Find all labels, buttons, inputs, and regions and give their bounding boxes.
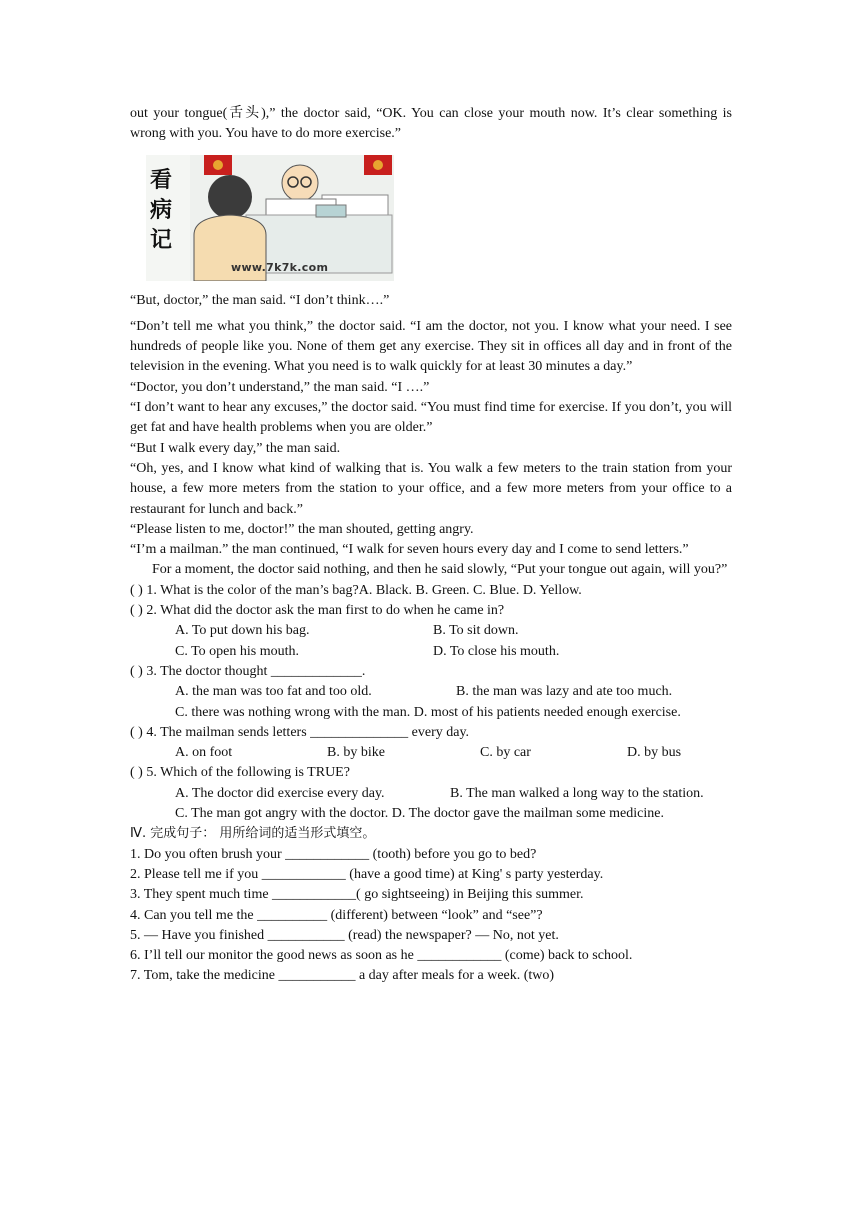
question-3-options-row-1 (130, 682, 732, 702)
q2-option-d: D. To close his mouth. (433, 643, 560, 659)
q4-option-b: B. by bike (327, 745, 385, 761)
passage-paragraph: “But I walk every day,” the man said. (130, 440, 341, 456)
svg-text:看: 看 (150, 167, 173, 193)
fill-blank-item: 5. — Have you finished ___________ (read) the newspaper? — No, not yet. (130, 927, 559, 943)
section-4-items (130, 845, 732, 987)
svg-text:记: 记 (150, 227, 173, 253)
fill-blank-item: 1. Do you often brush your ____________ (tooth) before you go to bed? (130, 846, 537, 862)
passage-paragraph: “Doctor, you don’t understand,” the man said. “I ….” (130, 379, 430, 395)
q2-option-b: B. To sit down. (433, 623, 519, 639)
q4-option-c: C. by car (480, 745, 531, 761)
q5-option-a: A. The doctor did exercise every day. (175, 785, 385, 801)
q2-option-c: C. To open his mouth. (175, 643, 299, 659)
document-page (130, 104, 732, 987)
passage-paragraph: “Oh, yes, and I know what kind of walking that is. You walk a few meters to the train station from your house, a few more meters from the station to your office, and a few more meters from your office to a restaurant for lunch and back.” (130, 460, 732, 517)
question-1: ( ) 1. What is the color of the man’s bag?A. Black. B. Green. C. Blue. D. Yellow. (130, 582, 582, 598)
q4-option-a: A. on foot (175, 745, 233, 761)
passage-paragraph: out your tongue(舌头),” the doctor said, “OK. You can close your mouth now. It’s clear something is wrong with you. You have to do more exercise.” (130, 106, 732, 142)
question-5: ( ) 5. Which of the following is TRUE? (130, 765, 350, 781)
section-4-heading: Ⅳ. 完成句子： 用所给词的适当形式填空。 (130, 826, 376, 842)
q2-option-a: A. To put down his bag. (175, 623, 310, 639)
question-2-options-row-1 (130, 621, 732, 641)
fill-blank-item: 3. They spent much time ____________( go sightseeing) in Beijing this summer. (130, 887, 584, 903)
passage-paragraph: “Please listen to me, doctor!” the man shouted, getting angry. (130, 521, 474, 537)
passage-paragraph: “Don’t tell me what you think,” the doctor said. “I am the doctor, not you. I know what your need. I see hundreds of people like you. None of them get any exercise. They sit in offices all day and in front of the television in the evening. What you need is to walk quickly for at least 30 minutes a day.” (130, 318, 732, 375)
q5-option-b: B. The man walked a long way to the station. (450, 785, 704, 801)
question-2: ( ) 2. What did the doctor ask the man first to do when he came in? (130, 603, 505, 619)
question-5-options-row-1 (130, 784, 732, 804)
doctor-illustration (146, 155, 394, 281)
question-4: ( ) 4. The mailman sends letters ______________ every day. (130, 724, 470, 740)
q3-options-c-d: C. there was nothing wrong with the man. D. most of his patients needed enough exercise. (175, 704, 681, 720)
fill-blank-item: 4. Can you tell me the __________ (different) between “look” and “see”? (130, 907, 543, 923)
q4-option-d: D. by bus (627, 745, 682, 761)
image-watermark: www.7k7k.com (231, 261, 329, 275)
question-2-options-row-2 (130, 642, 732, 662)
passage-paragraph: “I don’t want to hear any excuses,” the doctor said. “You must find time for exercise. If you don’t, you will get fat and have health problems when you are older.” (130, 400, 732, 436)
passage-paragraph: “But, doctor,” the man said. “I don’t think….” (130, 292, 390, 308)
fill-blank-item: 2. Please tell me if you ____________ (have a good time) at King' s party yesterday. (130, 866, 604, 882)
question-4-options (130, 743, 732, 763)
question-3: ( ) 3. The doctor thought _____________. (130, 663, 366, 679)
q3-option-b: B. the man was lazy and ate too much. (456, 684, 673, 700)
passage-paragraph: For a moment, the doctor said nothing, and then he said slowly, “Put your tongue out again, will you?” (152, 562, 728, 578)
q3-option-a: A. the man was too fat and too old. (175, 684, 372, 700)
svg-text:病: 病 (150, 197, 173, 223)
fill-blank-item: 6. I’ll tell our monitor the good news as soon as he ____________ (come) back to school. (130, 948, 633, 964)
q5-options-c-d: C. The man got angry with the doctor. D. The doctor gave the mailman some medicine. (175, 806, 664, 822)
fill-blank-item: 7. Tom, take the medicine ___________ a day after meals for a week. (two) (130, 968, 555, 984)
passage-paragraph: “I’m a mailman.” the man continued, “I walk for seven hours every day and I come to send letters.” (130, 542, 689, 558)
